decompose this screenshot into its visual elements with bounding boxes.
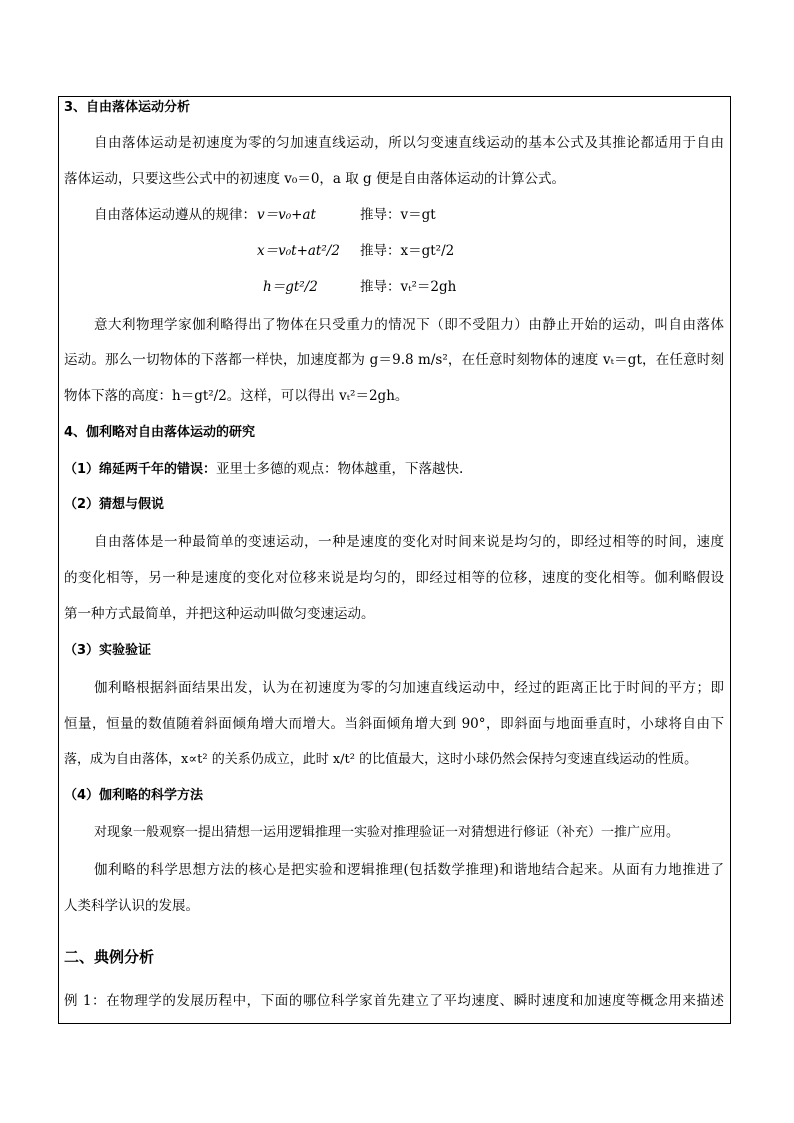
paragraph-line: 的变化相等，另一种是速度的变化对位移来说是均匀的，即经过相等的位移，速度的变化相等。伽利略假设 [64,570,724,586]
paragraph-line: 落体运动，只要这些公式中的初速度 v₀＝0，a 取 g 便是自由落体运动的计算公式。 [64,171,565,187]
paragraph-line: 物体下落的高度：h＝gt²/2。这样，可以得出 vₜ²＝2gh。 [64,388,409,404]
formula-velocity: v＝v₀+at [257,207,316,223]
paragraph-line: 对现象一般观察一提出猜想一运用逻辑推理一实验对推理验证一对猜想进行修证（补充）一推广应用。 [94,825,680,840]
paragraph-line: 恒量，恒量的数值随着斜面倾角增大而增大。当斜面倾角增大到 90°，即斜面与地面垂直时，小球将自由下 [64,716,724,732]
paragraph-line: 自由落体运动是初速度为零的匀加速直线运动，所以匀变速直线运动的基本公式及其推论都适用于自由 [94,135,724,151]
subsection-4-heading: （4）伽利略的科学方法 [64,788,204,803]
subsection-2-heading: （2）猜想与假说 [64,497,165,512]
paragraph-line: 伽利略根据斜面结果出发，认为在初速度为零的匀加速直线运动中，经过的距离正比于时间的平方；即 [94,680,724,696]
paragraph-line: 自由落体是一种最简单的变速运动，一种是速度的变化对时间来说是均匀的，即经过相等的时间，速度 [94,534,724,550]
subsection-1 [64,460,463,479]
formula-height: h＝gt²/2 [263,279,318,295]
paragraph-line: 人类科学认识的发展。 [64,898,199,914]
subsection-3-heading: （3）实验验证 [64,643,152,658]
paragraph-line: 运动。那么一切物体的下落都一样快，加速度都为 g＝9.8 m/s²，在任意时刻物体的速度 vₜ＝gt，在任意时刻 [64,352,724,368]
section-3-heading: 3、自由落体运动分析 [64,100,191,115]
example-1-text: 例 1：在物理学的发展历程中，下面的哪位科学家首先建立了平均速度、瞬时速度和加速度等概念用来描述 [64,993,724,1009]
law-label: 自由落体运动遵从的规律： [94,207,256,223]
formula-displacement: x＝v₀t+at²/2 [257,243,340,259]
paragraph-line: 第一种方式最简单，并把这种运动叫做匀变速运动。 [64,606,375,622]
subsection-1-text: 亚里士多德的观点：物体越重，下落越快. [216,461,464,477]
content-frame [58,96,731,1024]
derivation-displacement: 推导：x＝gt²/2 [360,243,455,259]
derivation-height: 推导：vₜ²＝2gh [360,279,457,295]
section-two-heading: 二、典例分析 [64,948,155,966]
paragraph-line: 意大利物理学家伽利略得出了物体在只受重力的情况下（即不受阻力）由静止开始的运动，叫自由落体 [94,317,724,333]
paragraph-line: 伽利略的科学思想方法的核心是把实验和逻辑推理(包括数学推理)和谐地结合起来。从面有力地推进了 [94,862,724,878]
paragraph-line: 落，成为自由落体，x∝t² 的关系仍成立，此时 x/t² 的比值最大，这时小球仍然会保持匀变速直线运动的性质。 [64,752,698,767]
derivation-velocity: 推导：v＝gt [360,207,436,223]
section-4-heading: 4、伽利略对自由落体运动的研究 [64,425,256,440]
subsection-1-heading: （1）绵延两千年的错误： [64,462,217,477]
